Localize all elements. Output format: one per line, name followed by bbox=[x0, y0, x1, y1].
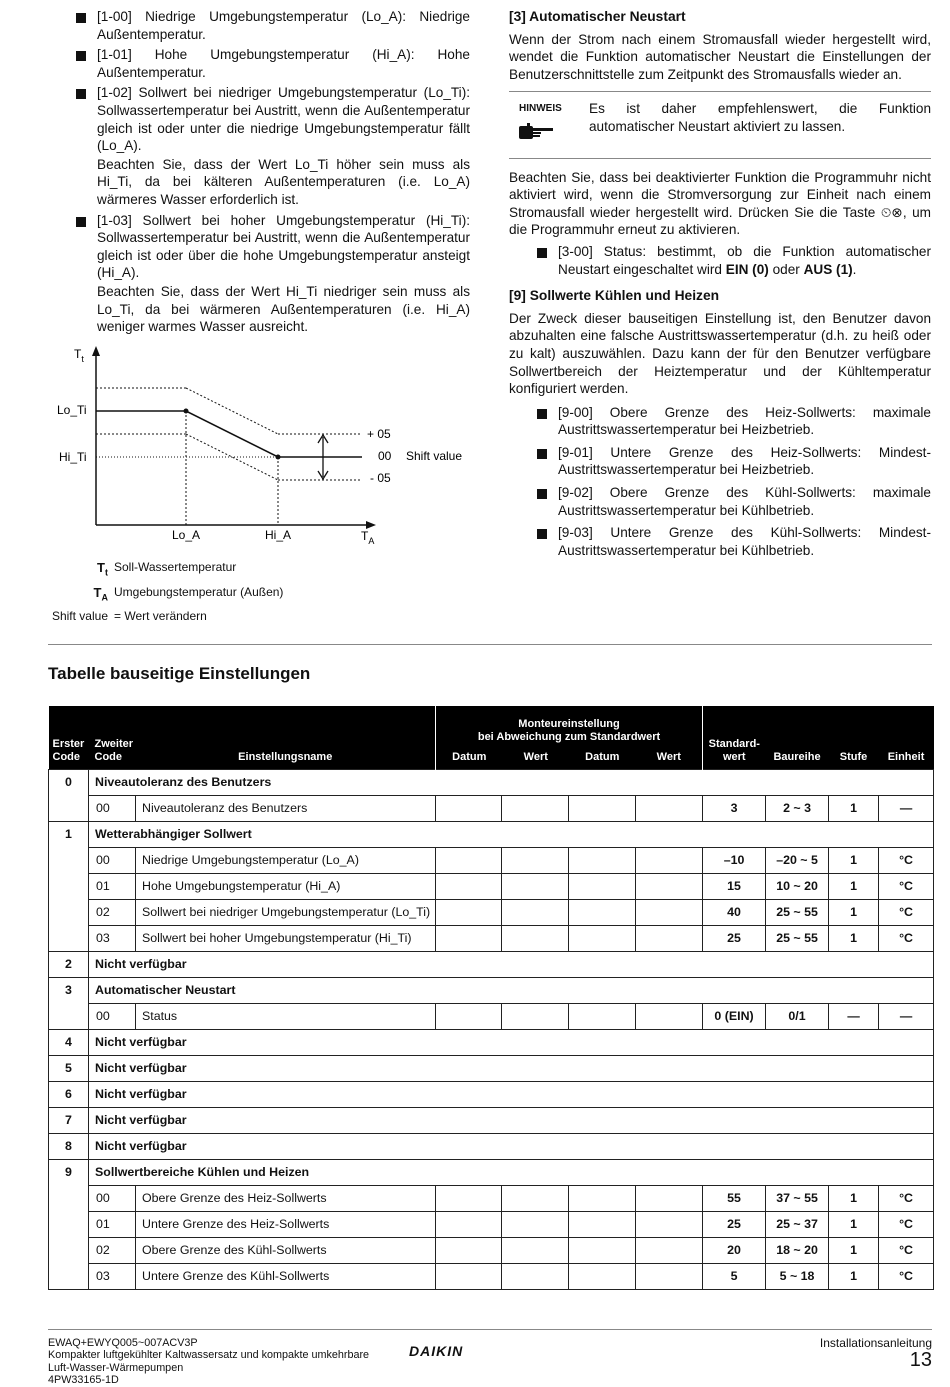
range-cell: 18 ~ 20 bbox=[766, 1237, 829, 1263]
second-code-cell: 02 bbox=[89, 1237, 136, 1263]
bullet-9-03: [9-03] Untere Grenze des Kühl-Sollwerts: Mindest-Austrittswassertemperatur bei Kühlbetrieb. bbox=[537, 524, 931, 559]
installer-date-cell bbox=[436, 847, 502, 873]
bullet-9-01: [9-01] Untere Grenze des Heiz-Sollwerts: Mindest-Austrittswassertemperatur bei Heizbetrieb. bbox=[537, 444, 931, 479]
plus-05-label: + 05 bbox=[367, 427, 391, 441]
second-code-cell: 00 bbox=[89, 795, 136, 821]
para-auto-restart: Wenn der Strom nach einem Stromausfall wieder hergestellt wird, wendet die Funktion automatischer Neustart die Einstellungen der Benutzerschnittstelle zum Zeitpunkt des Stromausfalls wieder an. bbox=[509, 31, 931, 82]
second-code-cell: 00 bbox=[89, 1003, 136, 1029]
hint-text: Es ist daher empfehlenswert, die Funktion automatischer Neustart aktiviert zu lassen. bbox=[589, 101, 931, 134]
first-code-cell: 7 bbox=[49, 1107, 89, 1133]
step-cell: 1 bbox=[829, 1211, 879, 1237]
step-cell: 1 bbox=[829, 1263, 879, 1289]
step-cell: 1 bbox=[829, 795, 879, 821]
unit-cell: °C bbox=[879, 1185, 934, 1211]
group-name-cell: Automatischer Neustart bbox=[89, 977, 934, 1003]
installer-date-cell bbox=[569, 925, 636, 951]
installer-date-cell bbox=[436, 1003, 502, 1029]
table-header-row: Erster Code Zweiter Code Einstellungsname Monteureinstellung bei Abweichung zum Standardwert Datum Wert Datum Wert Standard-wert Baureihe Stufe Einheit bbox=[49, 706, 934, 769]
table-row bbox=[49, 899, 934, 925]
table-group-row bbox=[49, 769, 934, 795]
footer-desc-2: Luft-Wasser-Wärmepumpen bbox=[48, 1361, 184, 1374]
installer-date-cell bbox=[436, 1185, 502, 1211]
table-group-row bbox=[49, 951, 934, 977]
page-footer bbox=[48, 1329, 932, 1387]
second-code-cell: 03 bbox=[89, 925, 136, 951]
second-code-cell: 03 bbox=[89, 1263, 136, 1289]
table-row bbox=[49, 1003, 934, 1029]
setting-name-cell: Status bbox=[136, 1003, 436, 1029]
heading-setpoints: [9] Sollwerte Kühlen und Heizen bbox=[509, 288, 720, 304]
table-group-row bbox=[49, 1133, 934, 1159]
legend-row-shift: Shift value = Wert verändern bbox=[51, 609, 207, 624]
installer-setting-header: Monteureinstellung bei Abweichung zum Standardwert bbox=[477, 717, 661, 743]
default-value-cell: 25 bbox=[703, 1211, 766, 1237]
installer-date-cell bbox=[569, 1185, 636, 1211]
page-number: 13 bbox=[909, 1349, 932, 1372]
second-code-cell: 01 bbox=[89, 1211, 136, 1237]
installer-value-cell bbox=[502, 847, 569, 873]
first-code-cell: 9 bbox=[49, 1159, 89, 1185]
installer-date-cell bbox=[569, 899, 636, 925]
field-settings-table bbox=[48, 706, 934, 1290]
unit-cell: — bbox=[879, 1003, 934, 1029]
table-body bbox=[49, 769, 934, 1289]
installer-date-cell bbox=[436, 873, 502, 899]
unit-cell: °C bbox=[879, 1237, 934, 1263]
table-title: Tabelle bauseitige Einstellungen bbox=[48, 664, 311, 683]
installer-date-cell bbox=[436, 1263, 502, 1289]
note-lo-ti: Beachten Sie, dass der Wert Lo_Ti höher sein muss als Hi_Ti, da bei kälteren Außentemperaturen (i.e. Lo_A) wärmeres Wasser erforderlich ist. bbox=[97, 156, 470, 207]
second-code-cell: 02 bbox=[89, 899, 136, 925]
installer-date-cell bbox=[436, 899, 502, 925]
para-setpoints: Der Zweck dieser bauseitigen Einstellung ist, den Benutzer davon abzuhalten eine falsche Austrittswassertemperatur (d.h. zu heiß oder zu kalt) auszuwählen. Dazu kann der für den Benutzer verfügbare Sollwertbereich der Heiztemperatur und der Kühltemperatur konfiguriert werden. bbox=[509, 310, 931, 397]
group-name-cell: Nicht verfügbar bbox=[89, 1133, 934, 1159]
group-name-cell: Sollwertbereiche Kühlen und Heizen bbox=[89, 1159, 934, 1185]
table-group-row bbox=[49, 1159, 934, 1185]
range-cell: 25 ~ 55 bbox=[766, 925, 829, 951]
second-code-cell: 00 bbox=[89, 847, 136, 873]
table-row bbox=[49, 795, 934, 821]
setting-name-cell: Obere Grenze des Kühl-Sollwerts bbox=[136, 1237, 436, 1263]
range-cell: 0/1 bbox=[766, 1003, 829, 1029]
table-row bbox=[49, 1263, 934, 1289]
first-code-cell: 4 bbox=[49, 1029, 89, 1055]
step-cell: 1 bbox=[829, 925, 879, 951]
second-code-cell: 01 bbox=[89, 873, 136, 899]
bullet-1-02: [1-02] Sollwert bei niedriger Umgebungstemperatur (Lo_Ti): Sollwassertemperatur bei Austritt, wenn die Außentemperatur gleich ist oder unter die niedrige Umgebungstemperatur fällt (Lo_A). Beachten Sie, dass der Wert Lo_Ti höher sein muss als Hi_Ti, da bei kälteren Außentemperaturen (i.e. Lo_A) wärmeres Wasser erforderlich ist. bbox=[76, 84, 470, 208]
range-cell: 37 ~ 55 bbox=[766, 1185, 829, 1211]
heading-auto-restart: [3] Automatischer Neustart bbox=[509, 9, 686, 24]
installer-value-cell bbox=[636, 1185, 703, 1211]
setting-name-cell: Sollwert bei hoher Umgebungstemperatur (Hi_Ti) bbox=[136, 925, 436, 951]
daikin-logo: DAIKIN bbox=[409, 1343, 464, 1359]
table-row bbox=[49, 1237, 934, 1263]
step-cell: — bbox=[829, 1003, 879, 1029]
installer-value-cell bbox=[636, 873, 703, 899]
para-timer: Beachten Sie, dass bei deaktivierter Funktion die Programmuhr nicht aktiviert wird, wenn die Stromversorgung zur Einheit nach einem Stromausfall wieder hergestellt wird. Drücken Sie die Taste ⏲⊗, um die Programmuhr erneut zu aktivieren. bbox=[509, 169, 931, 238]
installer-date-cell bbox=[436, 1211, 502, 1237]
table-group-row bbox=[49, 977, 934, 1003]
unit-cell: °C bbox=[879, 1211, 934, 1237]
group-name-cell: Nicht verfügbar bbox=[89, 1081, 934, 1107]
pointing-hand-icon bbox=[517, 120, 557, 144]
table-group-row bbox=[49, 1081, 934, 1107]
installer-value-cell bbox=[502, 1185, 569, 1211]
bullet-9-00: [9-00] Obere Grenze des Heiz-Sollwerts: maximale Austrittswassertemperatur bei Heizbetrieb. bbox=[537, 404, 931, 439]
footer-doc-number: 4PW33165-1D bbox=[48, 1374, 119, 1387]
range-cell: 25 ~ 55 bbox=[766, 899, 829, 925]
installer-value-cell bbox=[502, 1237, 569, 1263]
group-name-cell: Nicht verfügbar bbox=[89, 1029, 934, 1055]
installer-date-cell bbox=[569, 873, 636, 899]
table-group-row bbox=[49, 1107, 934, 1133]
first-code-cell: 0 bbox=[49, 769, 89, 795]
default-value-cell: 3 bbox=[703, 795, 766, 821]
setting-name-cell: Hohe Umgebungstemperatur (Hi_A) bbox=[136, 873, 436, 899]
group-name-cell: Niveautoleranz des Benutzers bbox=[89, 769, 934, 795]
first-code-cell: 2 bbox=[49, 951, 89, 977]
installer-value-cell bbox=[502, 795, 569, 821]
table-row bbox=[49, 1211, 934, 1237]
installer-value-cell bbox=[502, 873, 569, 899]
table-group-row bbox=[49, 1029, 934, 1055]
installer-date-cell bbox=[436, 925, 502, 951]
first-code-cell: 6 bbox=[49, 1081, 89, 1107]
footer-manual-type: Installationsanleitung bbox=[819, 1336, 932, 1350]
table-group-row bbox=[49, 821, 934, 847]
unit-cell: °C bbox=[879, 899, 934, 925]
diagram-legend bbox=[48, 558, 283, 626]
first-code-cell: 8 bbox=[49, 1133, 89, 1159]
group-name-cell: Nicht verfügbar bbox=[89, 951, 934, 977]
installer-date-cell bbox=[569, 1263, 636, 1289]
left-column bbox=[76, 8, 470, 339]
range-cell: 5 ~ 18 bbox=[766, 1263, 829, 1289]
lo-ti-label: Lo_Ti bbox=[57, 403, 87, 417]
table-row bbox=[49, 873, 934, 899]
section-divider bbox=[48, 644, 932, 645]
unit-cell: °C bbox=[879, 1263, 934, 1289]
shift-value-label: Shift value bbox=[406, 449, 463, 463]
table-row bbox=[49, 925, 934, 951]
first-code-cell: 1 bbox=[49, 821, 89, 847]
installer-value-cell bbox=[502, 1003, 569, 1029]
setting-name-cell: Sollwert bei niedriger Umgebungstemperatur (Lo_Ti) bbox=[136, 899, 436, 925]
footer-model: EWAQ+EWYQ005~007ACV3P bbox=[48, 1337, 198, 1349]
zero-label: 00 bbox=[378, 449, 392, 463]
step-cell: 1 bbox=[829, 1185, 879, 1211]
default-value-cell: 5 bbox=[703, 1263, 766, 1289]
installer-value-cell bbox=[636, 1237, 703, 1263]
hi-a-label: Hi_A bbox=[265, 528, 292, 542]
installer-value-cell bbox=[636, 899, 703, 925]
setting-name-cell: Untere Grenze des Kühl-Sollwerts bbox=[136, 1263, 436, 1289]
setting-name-cell: Obere Grenze des Heiz-Sollwerts bbox=[136, 1185, 436, 1211]
installer-value-cell bbox=[502, 1211, 569, 1237]
range-cell: 10 ~ 20 bbox=[766, 873, 829, 899]
first-code-cell: 3 bbox=[49, 977, 89, 1003]
hi-ti-label: Hi_Ti bbox=[59, 450, 87, 464]
installer-date-cell bbox=[569, 847, 636, 873]
lo-a-label: Lo_A bbox=[172, 528, 201, 542]
table-row bbox=[49, 847, 934, 873]
bullet-3-00: [3-00] Status: bestimmt, ob die Funktion automatischer Neustart eingeschaltet wird EIN (0) oder AUS (1). bbox=[537, 243, 931, 278]
bullet-1-00: [1-00] Niedrige Umgebungstemperatur (Lo_A): Niedrige Außentemperatur. bbox=[76, 8, 470, 43]
y-axis-label: $T_t$ bbox=[74, 347, 84, 364]
right-column bbox=[509, 8, 931, 562]
footer-desc-1: Kompakter luftgekühlter Kaltwassersatz und kompakte umkehrbare bbox=[48, 1349, 370, 1362]
installer-date-cell bbox=[569, 1211, 636, 1237]
group-name-cell: Wetterabhängiger Sollwert bbox=[89, 821, 934, 847]
step-cell: 1 bbox=[829, 847, 879, 873]
installer-value-cell bbox=[636, 1003, 703, 1029]
default-value-cell: –10 bbox=[703, 847, 766, 873]
step-cell: 1 bbox=[829, 899, 879, 925]
default-value-cell: 40 bbox=[703, 899, 766, 925]
installer-value-cell bbox=[502, 925, 569, 951]
unit-cell: °C bbox=[879, 847, 934, 873]
installer-date-cell bbox=[436, 1237, 502, 1263]
bullet-1-03: [1-03] Sollwert bei hoher Umgebungstemperatur (Hi_Ti): Sollwassertemperatur bei Austritt, wenn die Außentemperatur gleich ist oder über die hohe Umgebungstemperatur ansteigt (Hi_A). Beachten Sie, dass der Wert Hi_Ti niedriger sein muss als Lo_Ti, da bei wärmeren Außentemperaturen (i.e. Hi_A) weniger warmes Wasser ausreicht. bbox=[76, 212, 470, 336]
weather-dependent-diagram bbox=[40, 340, 480, 550]
legend-row-ta: $T_A$ Umgebungstemperatur (Außen) bbox=[93, 584, 284, 603]
setting-name-cell: Niedrige Umgebungstemperatur (Lo_A) bbox=[136, 847, 436, 873]
default-value-cell: 15 bbox=[703, 873, 766, 899]
default-value-cell: 25 bbox=[703, 925, 766, 951]
note-hi-ti: Beachten Sie, dass der Wert Hi_Ti niedriger sein muss als Lo_Ti, da bei wärmeren Außentemperaturen (i.e. Hi_A) weniger warmes Wasser ausreicht. bbox=[97, 283, 470, 335]
installer-date-cell bbox=[436, 795, 502, 821]
installer-date-cell bbox=[569, 1003, 636, 1029]
installer-value-cell bbox=[636, 1211, 703, 1237]
range-cell: 25 ~ 37 bbox=[766, 1211, 829, 1237]
installer-value-cell bbox=[636, 847, 703, 873]
unit-cell: — bbox=[879, 795, 934, 821]
installer-value-cell bbox=[502, 899, 569, 925]
x-axis-label: $T_A$ bbox=[361, 529, 375, 546]
group-name-cell: Nicht verfügbar bbox=[89, 1055, 934, 1081]
range-cell: 2 ~ 3 bbox=[766, 795, 829, 821]
minus-05-label: - 05 bbox=[370, 471, 391, 485]
default-value-cell: 20 bbox=[703, 1237, 766, 1263]
bullet-1-01: [1-01] Hohe Umgebungstemperatur (Hi_A): Hohe Außentemperatur. bbox=[76, 46, 470, 81]
unit-cell: °C bbox=[879, 925, 934, 951]
table-row bbox=[49, 1185, 934, 1211]
second-code-cell: 00 bbox=[89, 1185, 136, 1211]
installer-date-cell bbox=[569, 795, 636, 821]
range-cell: –20 ~ 5 bbox=[766, 847, 829, 873]
setting-name-cell: Untere Grenze des Heiz-Sollwerts bbox=[136, 1211, 436, 1237]
table-group-row bbox=[49, 1055, 934, 1081]
installer-value-cell bbox=[636, 795, 703, 821]
step-cell: 1 bbox=[829, 873, 879, 899]
hint-box bbox=[509, 91, 931, 158]
installer-value-cell bbox=[636, 1263, 703, 1289]
installer-value-cell bbox=[502, 1263, 569, 1289]
setting-name-cell: Niveautoleranz des Benutzers bbox=[136, 795, 436, 821]
unit-cell: °C bbox=[879, 873, 934, 899]
installer-value-cell bbox=[636, 925, 703, 951]
step-cell: 1 bbox=[829, 1237, 879, 1263]
first-code-cell: 5 bbox=[49, 1055, 89, 1081]
bullet-9-02: [9-02] Obere Grenze des Kühl-Sollwerts: maximale Austrittswassertemperatur bei Kühlbetrieb. bbox=[537, 484, 931, 519]
group-name-cell: Nicht verfügbar bbox=[89, 1107, 934, 1133]
legend-row-tt: $T_t$ Soll-Wassertemperatur bbox=[97, 560, 237, 578]
installer-date-cell bbox=[569, 1237, 636, 1263]
default-value-cell: 55 bbox=[703, 1185, 766, 1211]
hint-label: HINWEIS bbox=[519, 103, 562, 115]
default-value-cell: 0 (EIN) bbox=[703, 1003, 766, 1029]
